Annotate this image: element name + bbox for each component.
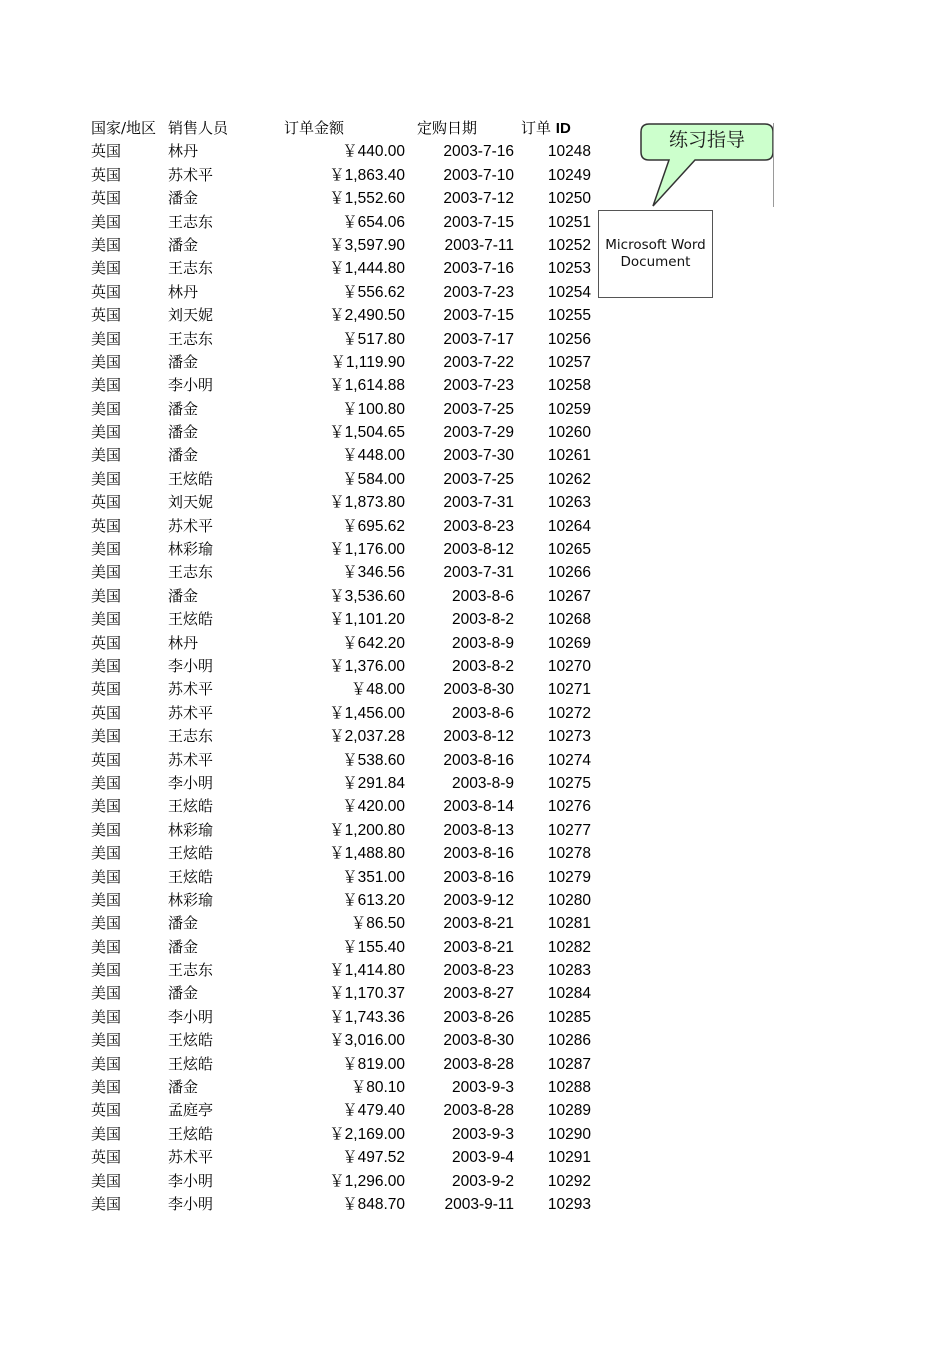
cell-country: 英国 bbox=[91, 516, 122, 535]
table-row bbox=[0, 632, 620, 655]
cell-salesperson: 苏术平 bbox=[168, 750, 214, 769]
cell-salesperson: 林丹 bbox=[168, 142, 199, 161]
table-row bbox=[0, 842, 620, 865]
table-row bbox=[0, 959, 620, 982]
header-order-id-prefix: 订单 bbox=[521, 119, 552, 137]
table-row bbox=[0, 1006, 620, 1029]
table-row bbox=[0, 281, 620, 304]
cell-order-id: 10255 bbox=[547, 307, 591, 325]
cell-order-id: 10272 bbox=[547, 704, 591, 722]
cell-order-id: 10280 bbox=[547, 891, 591, 909]
cell-country: 美国 bbox=[91, 259, 122, 278]
table-row bbox=[0, 561, 620, 584]
cell-salesperson: 李小明 bbox=[168, 656, 214, 675]
cell-salesperson: 王志东 bbox=[168, 563, 214, 582]
cell-country: 美国 bbox=[91, 446, 122, 465]
cell-order-id: 10271 bbox=[547, 681, 591, 699]
cell-date: 2003-8-23 bbox=[443, 962, 514, 980]
cell-salesperson: 潘金 bbox=[168, 399, 199, 418]
cell-country: 美国 bbox=[91, 844, 122, 863]
table-row bbox=[0, 866, 620, 889]
table-row bbox=[0, 304, 620, 327]
cell-salesperson: 苏术平 bbox=[168, 703, 214, 722]
cell-salesperson: 潘金 bbox=[168, 984, 199, 1003]
cell-date: 2003-7-31 bbox=[443, 564, 514, 582]
cell-country: 英国 bbox=[91, 1148, 122, 1167]
cell-country: 英国 bbox=[91, 493, 122, 512]
table-row bbox=[0, 912, 620, 935]
embedded-object-line1: Microsoft Word bbox=[605, 237, 706, 253]
cell-salesperson: 林彩瑜 bbox=[168, 820, 214, 839]
cell-date: 2003-7-16 bbox=[443, 260, 514, 278]
cell-amount: ￥448.00 bbox=[342, 447, 405, 465]
cell-amount: ￥100.80 bbox=[342, 400, 405, 418]
cell-country: 英国 bbox=[91, 1101, 122, 1120]
cell-order-id: 10290 bbox=[547, 1125, 591, 1143]
cell-date: 2003-7-17 bbox=[443, 330, 514, 348]
cell-country: 美国 bbox=[91, 399, 122, 418]
cell-amount: ￥848.70 bbox=[342, 1195, 405, 1213]
cell-amount: ￥2,169.00 bbox=[329, 1125, 405, 1143]
cell-country: 美国 bbox=[91, 423, 122, 442]
cell-date: 2003-8-2 bbox=[451, 657, 514, 675]
table-row bbox=[0, 608, 620, 631]
cell-amount: ￥346.56 bbox=[342, 564, 405, 582]
cell-salesperson: 林彩瑜 bbox=[168, 540, 214, 559]
embedded-object-line2: Document bbox=[620, 254, 691, 270]
table-row bbox=[0, 351, 620, 374]
cell-amount: ￥80.10 bbox=[350, 1079, 405, 1097]
cell-order-id: 10286 bbox=[547, 1032, 591, 1050]
header-order-id-suffix: ID bbox=[555, 120, 571, 137]
cell-country: 英国 bbox=[91, 680, 122, 699]
cell-date: 2003-8-21 bbox=[443, 915, 514, 933]
cell-amount: ￥1,456.00 bbox=[329, 704, 405, 722]
table-row bbox=[0, 585, 620, 608]
table-row bbox=[0, 328, 620, 351]
cell-amount: ￥1,444.80 bbox=[329, 260, 405, 278]
table-row bbox=[0, 1076, 620, 1099]
cell-date: 2003-7-15 bbox=[443, 307, 514, 325]
cell-amount: ￥642.20 bbox=[342, 634, 405, 652]
cell-country: 英国 bbox=[91, 142, 122, 161]
cell-date: 2003-8-6 bbox=[451, 704, 514, 722]
cell-salesperson: 王炫皓 bbox=[168, 610, 214, 629]
cell-salesperson: 苏术平 bbox=[168, 1148, 214, 1167]
cell-country: 美国 bbox=[91, 563, 122, 582]
cell-date: 2003-8-16 bbox=[443, 751, 514, 769]
cell-date: 2003-8-26 bbox=[443, 1008, 514, 1026]
cell-amount: ￥2,037.28 bbox=[329, 728, 405, 746]
cell-order-id: 10291 bbox=[547, 1149, 591, 1167]
cell-amount: ￥497.52 bbox=[342, 1149, 405, 1167]
cell-amount: ￥556.62 bbox=[342, 283, 405, 301]
cell-date: 2003-8-27 bbox=[443, 985, 514, 1003]
cell-country: 英国 bbox=[91, 306, 122, 325]
cell-country: 美国 bbox=[91, 1171, 122, 1190]
cell-order-id: 10263 bbox=[547, 494, 591, 512]
cell-amount: ￥1,873.80 bbox=[329, 494, 405, 512]
table-row bbox=[0, 678, 620, 701]
table-header-row bbox=[0, 117, 620, 140]
divider-line bbox=[773, 123, 774, 207]
cell-date: 2003-7-30 bbox=[443, 447, 514, 465]
cell-date: 2003-8-9 bbox=[451, 774, 514, 792]
table-row bbox=[0, 140, 620, 163]
cell-salesperson: 林丹 bbox=[168, 282, 199, 301]
cell-salesperson: 李小明 bbox=[168, 773, 214, 792]
cell-date: 2003-7-31 bbox=[443, 494, 514, 512]
table-row bbox=[0, 936, 620, 959]
cell-amount: ￥86.50 bbox=[350, 915, 405, 933]
cell-date: 2003-7-25 bbox=[443, 400, 514, 418]
table-row bbox=[0, 725, 620, 748]
cell-salesperson: 苏术平 bbox=[168, 516, 214, 535]
cell-order-id: 10285 bbox=[547, 1008, 591, 1026]
cell-country: 英国 bbox=[91, 703, 122, 722]
table-row bbox=[0, 772, 620, 795]
cell-date: 2003-8-21 bbox=[443, 938, 514, 956]
cell-salesperson: 林丹 bbox=[168, 633, 199, 652]
cell-order-id: 10283 bbox=[547, 962, 591, 980]
cell-salesperson: 李小明 bbox=[168, 1171, 214, 1190]
cell-date: 2003-8-2 bbox=[451, 611, 514, 629]
cell-order-id: 10258 bbox=[547, 377, 591, 395]
cell-date: 2003-8-30 bbox=[443, 1032, 514, 1050]
cell-country: 美国 bbox=[91, 469, 122, 488]
cell-amount: ￥538.60 bbox=[342, 751, 405, 769]
cell-country: 美国 bbox=[91, 1054, 122, 1073]
cell-amount: ￥479.40 bbox=[342, 1102, 405, 1120]
cell-date: 2003-7-12 bbox=[443, 190, 514, 208]
table-row bbox=[0, 1123, 620, 1146]
cell-date: 2003-8-16 bbox=[443, 845, 514, 863]
cell-country: 美国 bbox=[91, 540, 122, 559]
cell-date: 2003-7-25 bbox=[443, 470, 514, 488]
cell-salesperson: 潘金 bbox=[168, 937, 199, 956]
cell-order-id: 10276 bbox=[547, 798, 591, 816]
cell-date: 2003-7-16 bbox=[443, 143, 514, 161]
table-row bbox=[0, 515, 620, 538]
cell-salesperson: 王炫皓 bbox=[168, 797, 214, 816]
cell-amount: ￥3,536.60 bbox=[329, 587, 405, 605]
cell-salesperson: 潘金 bbox=[168, 352, 199, 371]
cell-salesperson: 李小明 bbox=[168, 376, 214, 395]
cell-country: 美国 bbox=[91, 937, 122, 956]
table-row bbox=[0, 374, 620, 397]
table-row bbox=[0, 421, 620, 444]
cell-amount: ￥517.80 bbox=[342, 330, 405, 348]
cell-order-id: 10275 bbox=[547, 774, 591, 792]
cell-amount: ￥351.00 bbox=[342, 868, 405, 886]
table-row bbox=[0, 655, 620, 678]
cell-country: 美国 bbox=[91, 1078, 122, 1097]
cell-order-id: 10284 bbox=[547, 985, 591, 1003]
cell-amount: ￥1,176.00 bbox=[329, 541, 405, 559]
cell-salesperson: 王炫皓 bbox=[168, 469, 214, 488]
cell-date: 2003-8-12 bbox=[443, 728, 514, 746]
cell-salesperson: 王炫皓 bbox=[168, 1031, 214, 1050]
table-row bbox=[0, 491, 620, 514]
cell-salesperson: 潘金 bbox=[168, 914, 199, 933]
cell-amount: ￥48.00 bbox=[350, 681, 405, 699]
table-row bbox=[0, 795, 620, 818]
cell-amount: ￥819.00 bbox=[342, 1055, 405, 1073]
cell-country: 美国 bbox=[91, 1124, 122, 1143]
cell-order-id: 10261 bbox=[547, 447, 591, 465]
table-row bbox=[0, 211, 620, 234]
cell-amount: ￥584.00 bbox=[342, 470, 405, 488]
cell-country: 美国 bbox=[91, 212, 122, 231]
cell-order-id: 10254 bbox=[547, 283, 591, 301]
cell-order-id: 10277 bbox=[547, 821, 591, 839]
cell-amount: ￥1,170.37 bbox=[329, 985, 405, 1003]
cell-amount: ￥420.00 bbox=[342, 798, 405, 816]
cell-date: 2003-7-22 bbox=[443, 353, 514, 371]
table-row bbox=[0, 468, 620, 491]
cell-salesperson: 王炫皓 bbox=[168, 867, 214, 886]
cell-country: 美国 bbox=[91, 1031, 122, 1050]
header-amount: 订单金额 bbox=[284, 119, 345, 137]
cell-amount: ￥1,863.40 bbox=[329, 166, 405, 184]
cell-amount: ￥2,490.50 bbox=[329, 307, 405, 325]
cell-date: 2003-9-2 bbox=[451, 1172, 514, 1190]
cell-date: 2003-7-23 bbox=[443, 283, 514, 301]
cell-salesperson: 孟庭亭 bbox=[168, 1101, 214, 1120]
cell-salesperson: 李小明 bbox=[168, 1007, 214, 1026]
cell-country: 美国 bbox=[91, 235, 122, 254]
cell-country: 美国 bbox=[91, 797, 122, 816]
cell-order-id: 10260 bbox=[547, 424, 591, 442]
cell-country: 英国 bbox=[91, 750, 122, 769]
cell-salesperson: 王炫皓 bbox=[168, 1054, 214, 1073]
cell-salesperson: 潘金 bbox=[168, 189, 199, 208]
table-row bbox=[0, 749, 620, 772]
table-row bbox=[0, 982, 620, 1005]
cell-salesperson: 王炫皓 bbox=[168, 1124, 214, 1143]
cell-salesperson: 潘金 bbox=[168, 586, 199, 605]
cell-date: 2003-8-23 bbox=[443, 517, 514, 535]
cell-country: 美国 bbox=[91, 329, 122, 348]
cell-order-id: 10248 bbox=[547, 143, 591, 161]
cell-amount: ￥1,296.00 bbox=[329, 1172, 405, 1190]
cell-date: 2003-8-28 bbox=[443, 1102, 514, 1120]
cell-order-id: 10267 bbox=[547, 587, 591, 605]
cell-date: 2003-8-30 bbox=[443, 681, 514, 699]
cell-salesperson: 苏术平 bbox=[168, 165, 214, 184]
table-row bbox=[0, 1053, 620, 1076]
cell-country: 美国 bbox=[91, 376, 122, 395]
cell-country: 英国 bbox=[91, 165, 122, 184]
table-row bbox=[0, 444, 620, 467]
cell-date: 2003-9-3 bbox=[451, 1125, 514, 1143]
cell-date: 2003-8-14 bbox=[443, 798, 514, 816]
cell-amount: ￥1,101.20 bbox=[329, 611, 405, 629]
embedded-word-document-text bbox=[605, 237, 705, 271]
cell-amount: ￥1,552.60 bbox=[329, 190, 405, 208]
cell-order-id: 10266 bbox=[547, 564, 591, 582]
cell-order-id: 10282 bbox=[547, 938, 591, 956]
cell-date: 2003-7-10 bbox=[443, 166, 514, 184]
cell-country: 美国 bbox=[91, 890, 122, 909]
cell-order-id: 10252 bbox=[547, 236, 591, 254]
table-row bbox=[0, 1193, 620, 1216]
cell-country: 美国 bbox=[91, 727, 122, 746]
cell-amount: ￥155.40 bbox=[342, 938, 405, 956]
cell-order-id: 10256 bbox=[547, 330, 591, 348]
cell-amount: ￥1,376.00 bbox=[329, 657, 405, 675]
cell-date: 2003-8-16 bbox=[443, 868, 514, 886]
header-order-id bbox=[521, 117, 571, 140]
table-row bbox=[0, 257, 620, 280]
cell-order-id: 10259 bbox=[547, 400, 591, 418]
table-row bbox=[0, 1146, 620, 1169]
cell-date: 2003-9-3 bbox=[451, 1079, 514, 1097]
cell-amount: ￥1,119.90 bbox=[330, 353, 405, 371]
cell-order-id: 10249 bbox=[547, 166, 591, 184]
cell-order-id: 10268 bbox=[547, 611, 591, 629]
cell-salesperson: 潘金 bbox=[168, 446, 199, 465]
cell-country: 美国 bbox=[91, 1007, 122, 1026]
cell-country: 英国 bbox=[91, 189, 122, 208]
cell-order-id: 10287 bbox=[547, 1055, 591, 1073]
cell-amount: ￥613.20 bbox=[342, 891, 405, 909]
cell-amount: ￥1,743.36 bbox=[329, 1008, 405, 1026]
cell-order-id: 10281 bbox=[547, 915, 591, 933]
cell-date: 2003-8-12 bbox=[443, 541, 514, 559]
cell-order-id: 10264 bbox=[547, 517, 591, 535]
cell-country: 英国 bbox=[91, 633, 122, 652]
cell-order-id: 10278 bbox=[547, 845, 591, 863]
table-body bbox=[0, 140, 620, 1216]
embedded-word-document[interactable] bbox=[598, 210, 713, 298]
cell-amount: ￥440.00 bbox=[342, 143, 405, 161]
cell-order-id: 10265 bbox=[547, 541, 591, 559]
cell-order-id: 10274 bbox=[547, 751, 591, 769]
cell-order-id: 10270 bbox=[547, 657, 591, 675]
cell-salesperson: 王志东 bbox=[168, 961, 214, 980]
cell-salesperson: 林彩瑜 bbox=[168, 890, 214, 909]
cell-country: 美国 bbox=[91, 773, 122, 792]
table-row bbox=[0, 164, 620, 187]
cell-order-id: 10292 bbox=[547, 1172, 591, 1190]
header-salesperson: 销售人员 bbox=[168, 119, 229, 137]
cell-country: 美国 bbox=[91, 961, 122, 980]
cell-order-id: 10279 bbox=[547, 868, 591, 886]
cell-date: 2003-9-4 bbox=[451, 1149, 514, 1167]
cell-order-id: 10288 bbox=[547, 1079, 591, 1097]
cell-country: 美国 bbox=[91, 586, 122, 605]
cell-amount: ￥291.84 bbox=[342, 774, 405, 792]
cell-salesperson: 苏术平 bbox=[168, 680, 214, 699]
cell-date: 2003-9-12 bbox=[443, 891, 514, 909]
table-row bbox=[0, 398, 620, 421]
cell-order-id: 10253 bbox=[547, 260, 591, 278]
cell-date: 2003-8-13 bbox=[443, 821, 514, 839]
cell-date: 2003-7-29 bbox=[443, 424, 514, 442]
cell-date: 2003-8-6 bbox=[451, 587, 514, 605]
table-row bbox=[0, 538, 620, 561]
cell-salesperson: 王志东 bbox=[168, 259, 214, 278]
cell-order-id: 10273 bbox=[547, 728, 591, 746]
cell-date: 2003-7-11 bbox=[444, 236, 514, 254]
table-row bbox=[0, 702, 620, 725]
cell-amount: ￥3,597.90 bbox=[329, 236, 405, 254]
cell-amount: ￥1,504.65 bbox=[329, 424, 405, 442]
table-row bbox=[0, 1029, 620, 1052]
cell-salesperson: 王志东 bbox=[168, 727, 214, 746]
cell-country: 美国 bbox=[91, 1194, 122, 1213]
cell-country: 美国 bbox=[91, 656, 122, 675]
cell-country: 美国 bbox=[91, 867, 122, 886]
cell-amount: ￥654.06 bbox=[342, 213, 405, 231]
cell-amount: ￥1,200.80 bbox=[329, 821, 405, 839]
table-row bbox=[0, 1099, 620, 1122]
cell-date: 2003-7-15 bbox=[443, 213, 514, 231]
cell-country: 美国 bbox=[91, 610, 122, 629]
header-date: 定购日期 bbox=[417, 119, 478, 137]
cell-date: 2003-8-9 bbox=[451, 634, 514, 652]
cell-salesperson: 刘天妮 bbox=[168, 306, 214, 325]
cell-amount: ￥695.62 bbox=[342, 517, 405, 535]
cell-country: 美国 bbox=[91, 820, 122, 839]
cell-amount: ￥1,614.88 bbox=[329, 377, 405, 395]
cell-order-id: 10289 bbox=[547, 1102, 591, 1120]
cell-country: 美国 bbox=[91, 914, 122, 933]
cell-salesperson: 王志东 bbox=[168, 329, 214, 348]
cell-country: 美国 bbox=[91, 352, 122, 371]
cell-salesperson: 王志东 bbox=[168, 212, 214, 231]
cell-amount: ￥1,414.80 bbox=[329, 962, 405, 980]
callout-guide-label[interactable]: 练习指导 bbox=[668, 129, 745, 151]
cell-salesperson: 潘金 bbox=[168, 423, 199, 442]
cell-country: 英国 bbox=[91, 282, 122, 301]
cell-salesperson: 潘金 bbox=[168, 1078, 199, 1097]
cell-salesperson: 潘金 bbox=[168, 235, 199, 254]
cell-date: 2003-8-28 bbox=[443, 1055, 514, 1073]
cell-order-id: 10251 bbox=[547, 213, 591, 231]
table-row bbox=[0, 187, 620, 210]
cell-order-id: 10293 bbox=[547, 1195, 591, 1213]
cell-amount: ￥3,016.00 bbox=[329, 1032, 405, 1050]
header-country: 国家/地区 bbox=[91, 119, 157, 137]
table-row bbox=[0, 234, 620, 257]
cell-date: 2003-9-11 bbox=[444, 1195, 514, 1213]
table-row bbox=[0, 889, 620, 912]
cell-salesperson: 李小明 bbox=[168, 1194, 214, 1213]
cell-order-id: 10269 bbox=[547, 634, 591, 652]
cell-date: 2003-7-23 bbox=[443, 377, 514, 395]
cell-order-id: 10257 bbox=[547, 353, 591, 371]
cell-amount: ￥1,488.80 bbox=[329, 845, 405, 863]
table-row bbox=[0, 819, 620, 842]
cell-country: 美国 bbox=[91, 984, 122, 1003]
table-row bbox=[0, 1170, 620, 1193]
cell-order-id: 10262 bbox=[547, 470, 591, 488]
cell-salesperson: 王炫皓 bbox=[168, 844, 214, 863]
cell-salesperson: 刘天妮 bbox=[168, 493, 214, 512]
cell-order-id: 10250 bbox=[547, 190, 591, 208]
order-table bbox=[0, 117, 620, 1216]
